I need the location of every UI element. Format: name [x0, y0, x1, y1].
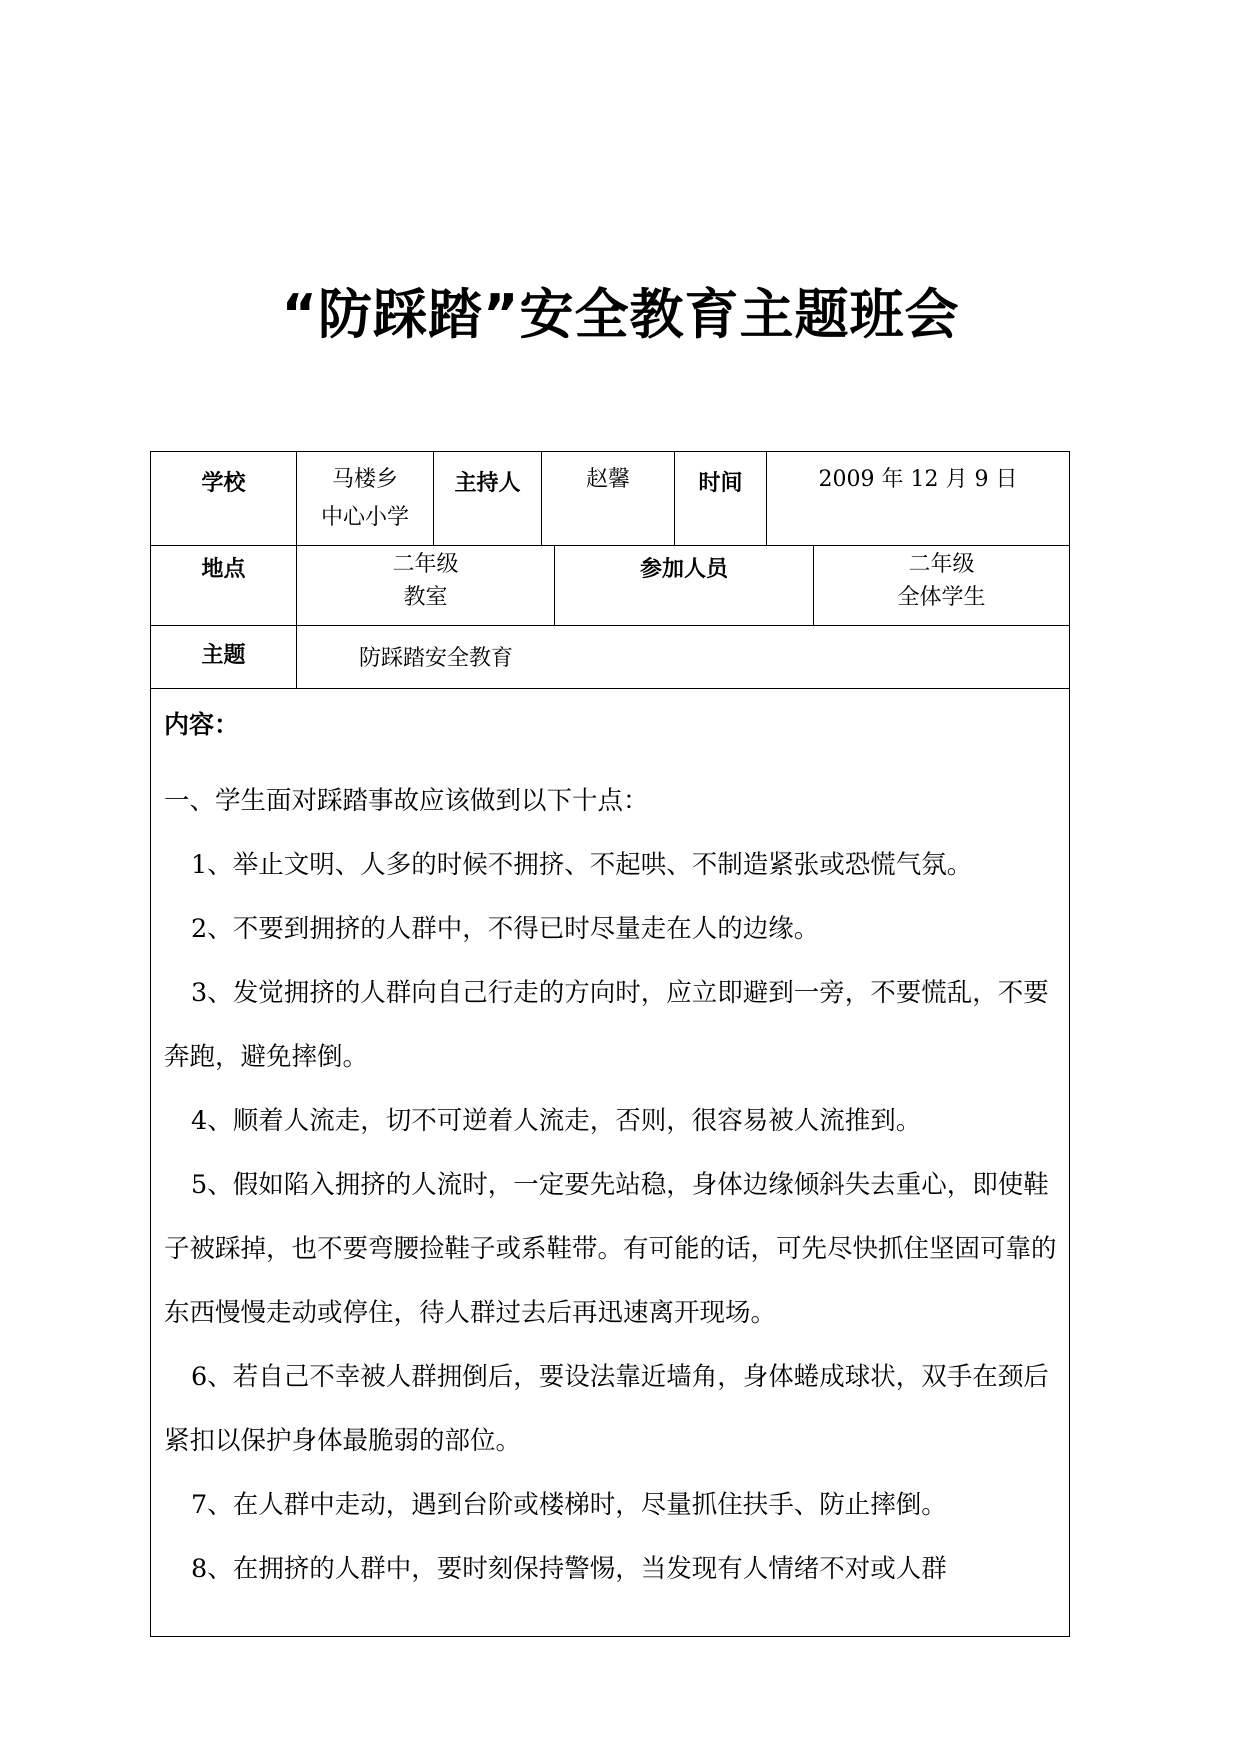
participants-value-line1: 二年级 — [908, 552, 975, 577]
time-label: 时间 — [675, 452, 767, 545]
topic-label: 主题 — [151, 626, 297, 688]
school-value — [297, 452, 434, 545]
host-value: 赵馨 — [542, 452, 675, 545]
content-section — [151, 689, 1069, 1601]
place-value-line1: 二年级 — [392, 552, 459, 577]
school-value-line2: 中心小学 — [320, 505, 409, 530]
topic-value: 防踩踏安全教育 — [359, 646, 514, 671]
table-row-topic — [151, 626, 1069, 689]
place-value-line2: 教室 — [403, 585, 448, 610]
content-intro: 一、学生面对踩踏事故应该做到以下十点： — [164, 786, 649, 816]
place-label: 地点 — [151, 546, 297, 625]
place-value — [297, 546, 555, 625]
list-item: 1、举止文明、人多的时候不拥挤、不起哄、不制造紧张或恐慌气氛。 — [191, 850, 973, 880]
list-item: 3、发觉拥挤的人群向自己行走的方向时，应立即避到一旁，不要慌乱，不要奔跑，避免摔倒。 — [164, 978, 1049, 1072]
list-item: 7、在人群中走动，遇到台阶或楼梯时，尽量抓住扶手、防止摔倒。 — [191, 1490, 947, 1520]
host-label: 主持人 — [434, 452, 542, 545]
participants-value — [814, 546, 1069, 625]
participants-value-line2: 全体学生 — [897, 585, 986, 610]
table-row-school-host-time — [151, 452, 1069, 546]
content-label: 内容： — [164, 710, 240, 739]
document-title: “防踩踏”安全教育主题班会 — [281, 283, 960, 346]
list-item: 2、不要到拥挤的人群中，不得已时尽量走在人的边缘。 — [191, 914, 820, 944]
school-label: 学校 — [151, 452, 297, 545]
participants-label: 参加人员 — [555, 546, 814, 625]
table-row-place-participants — [151, 546, 1069, 626]
school-value-line1: 马楼乡 — [331, 467, 398, 492]
time-value: 2009 年 12 月 9 日 — [818, 467, 1018, 492]
meeting-record-table — [150, 451, 1070, 1637]
list-item: 4、顺着人流走，切不可逆着人流走，否则，很容易被人流推到。 — [191, 1106, 922, 1136]
list-item: 5、假如陷入拥挤的人流时，一定要先站稳，身体边缘倾斜失去重心，即使鞋子被踩掉，也不要弯腰捡鞋子或系鞋带。有可能的话，可先尽快抓住坚固可靠的东西慢慢走动或停住，待人群过去后再迅速离开现场。 — [164, 1170, 1057, 1328]
list-item: 8、在拥挤的人群中，要时刻保持警惕，当发现有人情绪不对或人群 — [191, 1554, 947, 1584]
list-item: 6、若自己不幸被人群拥倒后，要设法靠近墙角，身体蜷成球状，双手在颈后紧扣以保护身体最脆弱的部位。 — [164, 1362, 1049, 1456]
